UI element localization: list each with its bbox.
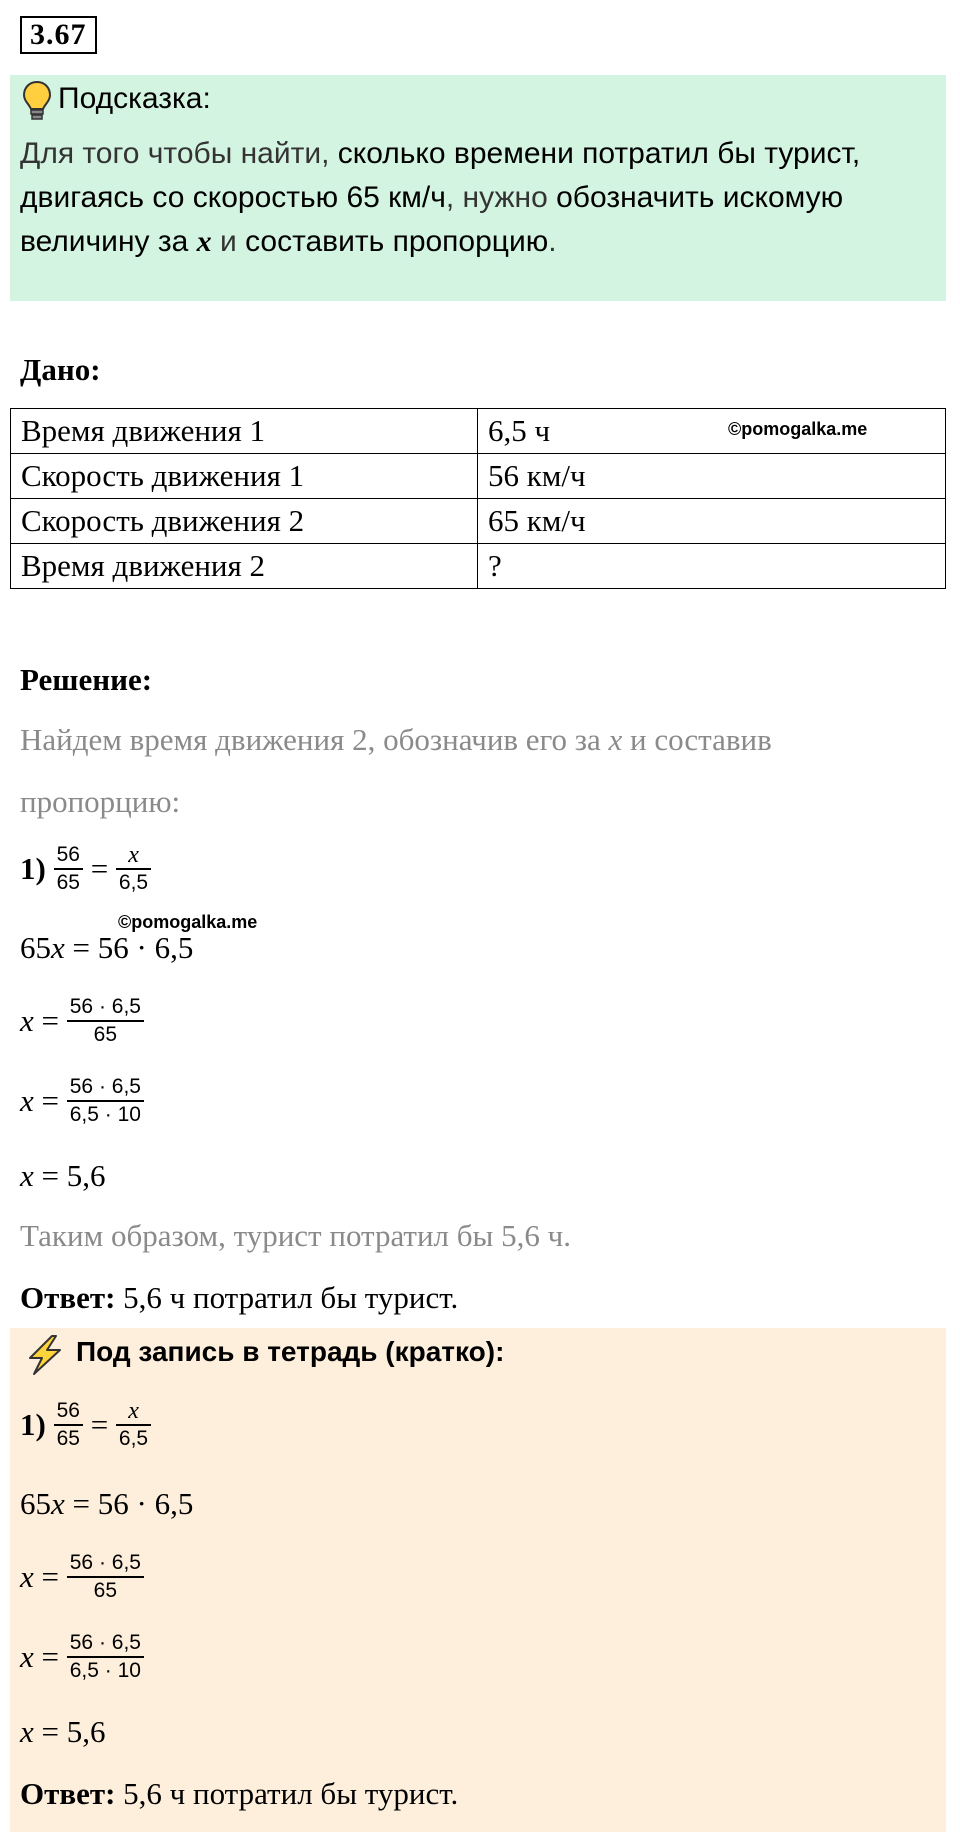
fraction xyxy=(54,842,83,896)
variable: x xyxy=(20,1639,34,1674)
hint-title: Подсказка: xyxy=(58,82,211,115)
numerator: x xyxy=(116,1398,151,1426)
given-label: Время движения 2 xyxy=(11,544,478,589)
hint-part: , нужно xyxy=(445,181,557,214)
given-value-cell xyxy=(478,409,946,454)
denominator: 6,5 · 10 xyxy=(69,1103,141,1126)
equation-rhs: = 56 · 6,5 xyxy=(64,930,194,965)
fraction xyxy=(67,1074,144,1128)
solution-intro-line1 xyxy=(20,722,772,758)
variable: x xyxy=(20,1083,34,1118)
table-row xyxy=(11,454,946,499)
result-value: = 5,6 xyxy=(33,1158,106,1193)
given-heading: Дано: xyxy=(20,352,101,387)
table-row xyxy=(11,544,946,589)
step-label: 1) xyxy=(20,851,46,886)
answer-label: Ответ: xyxy=(20,1280,116,1315)
numerator: 56 · 6,5 xyxy=(67,1074,144,1102)
variable: x xyxy=(20,1714,34,1749)
hint-part: составить пропорцию xyxy=(245,225,549,258)
hint-part: . xyxy=(548,225,557,258)
answer-text: 5,6 ч потратил бы турист. xyxy=(115,1280,459,1315)
lightbulb-icon xyxy=(22,80,52,127)
denominator: 65 xyxy=(56,871,80,894)
numerator: 56 xyxy=(54,842,83,870)
answer-label: Ответ: xyxy=(20,1776,116,1811)
proportion-line xyxy=(20,842,151,896)
equals-sign: = xyxy=(41,1083,59,1118)
watermark: ©pomogalka.me xyxy=(728,419,868,439)
hint-part: и xyxy=(211,225,246,258)
variable: x xyxy=(20,1559,34,1594)
fraction xyxy=(116,842,151,896)
table-row xyxy=(11,499,946,544)
conclusion-text: Таким образом, турист потратил бы 5,6 ч. xyxy=(20,1218,571,1253)
numerator: 56 · 6,5 xyxy=(67,994,144,1022)
variable: x xyxy=(51,930,65,965)
intro-text: и составив xyxy=(622,722,772,757)
hint-text xyxy=(20,132,940,264)
denominator: 65 xyxy=(56,1427,80,1450)
answer-text: 5,6 ч потратил бы турист. xyxy=(115,1776,459,1811)
fraction xyxy=(67,1550,144,1604)
proportion-line xyxy=(20,1398,151,1452)
given-value: 56 км/ч xyxy=(478,454,946,499)
given-label: Время движения 1 xyxy=(11,409,478,454)
fraction xyxy=(67,994,144,1048)
numerator: x xyxy=(116,842,151,870)
result-line xyxy=(20,1158,106,1194)
given-value: 65 км/ч xyxy=(478,499,946,544)
fraction xyxy=(67,1630,144,1684)
equals-sign: = xyxy=(90,851,109,886)
equals-sign: = xyxy=(90,1407,109,1442)
intro-text: Найдем время движения 2, обозначив его за xyxy=(20,722,609,757)
hint-part: Для того чтобы найти, xyxy=(20,137,338,170)
equation-line xyxy=(20,1074,144,1128)
variable: x xyxy=(51,1486,65,1521)
intro-variable: x xyxy=(608,722,623,757)
fraction xyxy=(116,1398,151,1452)
result-value: = 5,6 xyxy=(33,1714,106,1749)
equation-line xyxy=(20,1486,193,1522)
equals-sign: = xyxy=(41,1003,59,1038)
given-value: 6,5 ч xyxy=(488,413,551,448)
watermark: ©pomogalka.me xyxy=(118,912,258,932)
equation-line xyxy=(20,930,193,966)
given-value: ? xyxy=(478,544,946,589)
solution-intro-line2: пропорцию: xyxy=(20,784,181,819)
denominator: 65 xyxy=(93,1023,118,1046)
numerator: 56 · 6,5 xyxy=(67,1550,144,1578)
numerator: 56 xyxy=(54,1398,83,1426)
fraction xyxy=(54,1398,83,1452)
notebook-title: Под запись в тетрадь (кратко): xyxy=(76,1336,505,1367)
given-table xyxy=(10,408,946,589)
result-line xyxy=(20,1714,106,1750)
coefficient: 65 xyxy=(20,930,51,965)
step-label: 1) xyxy=(20,1407,46,1442)
equation-line xyxy=(20,1630,144,1684)
hint-part: обозначить искомую величину за xyxy=(20,181,844,258)
hint-part: сколько времени потратил бы турист, двигаясь со скоростью 65 км/ч xyxy=(20,137,861,214)
table-row xyxy=(11,409,946,454)
equation-line xyxy=(20,1550,144,1604)
problem-number: 3.67 xyxy=(20,16,97,54)
denominator: 6,5 · 10 xyxy=(69,1659,141,1682)
variable: x xyxy=(20,1003,34,1038)
equation-rhs: = 56 · 6,5 xyxy=(64,1486,194,1521)
coefficient: 65 xyxy=(20,1486,51,1521)
variable: x xyxy=(20,1158,34,1193)
given-label: Скорость движения 1 xyxy=(11,454,478,499)
hint-variable: x xyxy=(196,225,212,258)
equation-line xyxy=(20,994,144,1048)
answer-line xyxy=(20,1280,458,1316)
equals-sign: = xyxy=(41,1559,59,1594)
denominator: 6,5 xyxy=(118,871,149,894)
numerator: 56 · 6,5 xyxy=(67,1630,144,1658)
lightning-icon xyxy=(22,1334,66,1381)
equals-sign: = xyxy=(41,1639,59,1674)
solution-heading: Решение: xyxy=(20,662,153,697)
given-label: Скорость движения 2 xyxy=(11,499,478,544)
answer-line xyxy=(20,1776,458,1812)
denominator: 65 xyxy=(93,1579,118,1602)
denominator: 6,5 xyxy=(118,1427,149,1450)
